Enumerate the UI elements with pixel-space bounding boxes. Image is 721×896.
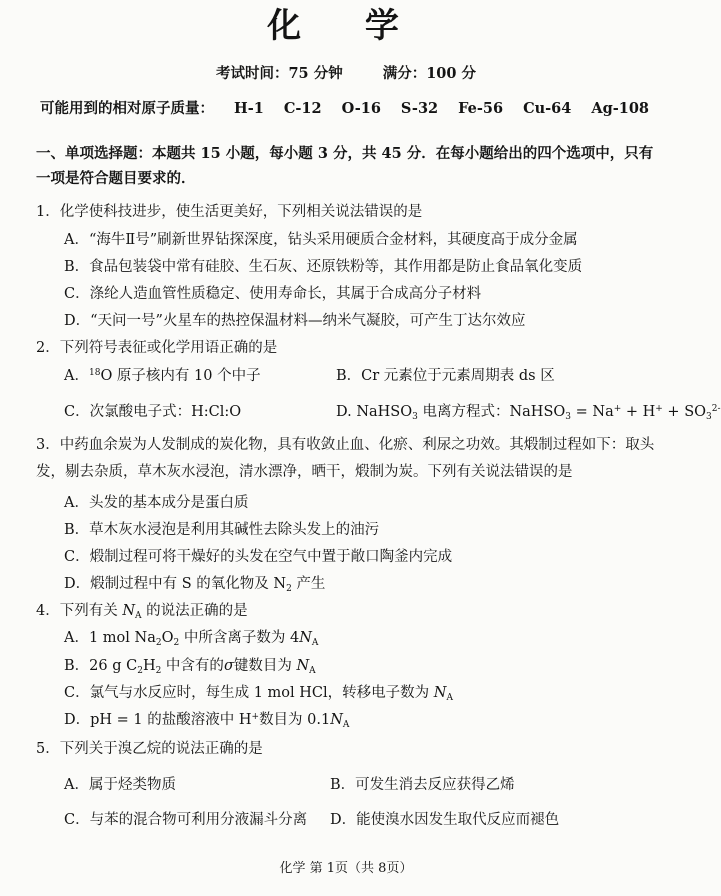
q3-option-c: C．煅制过程可将干燥好的头发在空气中置于敞口陶釜内完成 bbox=[64, 549, 453, 565]
mass-o: O-16 bbox=[341, 100, 381, 117]
q1-stem: 1．化学使科技进步，使生活更美好，下列相关说法错误的是 bbox=[36, 204, 423, 220]
q2-stem: 2．下列符号表征或化学用语正确的是 bbox=[36, 340, 278, 356]
q1-option-c: C．涤纶人造血管性质稳定、使用寿命长，其属于合成高分子材料 bbox=[64, 286, 482, 302]
exam-score: 满分：100 分 bbox=[382, 65, 477, 82]
atomic-masses bbox=[40, 97, 649, 118]
q3-stem: 3．中药血余炭为人发制成的炭化物，具有收敛止血、化瘀、利尿之功效。其煅制过程如下：取头发，剔去杂质，草木灰水浸泡，清水漂净，晒干，煅制为炭。下列有关说法错误的是 bbox=[36, 437, 655, 480]
section-heading: 一、单项选择题：本题共 15 小题，每小题 3 分，共 45 分．在每小题给出的四个选项中，只有一项是符合题目要求的． bbox=[36, 145, 654, 187]
exam-time: 考试时间：75 分钟 bbox=[215, 65, 343, 82]
q5-option-c: C．与苯的混合物可利用分液漏斗分离 bbox=[64, 812, 308, 828]
page-title: 化 学 bbox=[267, 6, 425, 46]
mass-h: H-1 bbox=[234, 100, 264, 117]
q5-option-b: B．可发生消去反应获得乙烯 bbox=[330, 777, 515, 793]
exam-info bbox=[0, 62, 692, 83]
mass-fe: Fe-56 bbox=[458, 100, 504, 117]
q5-stem: 5．下列关于溴乙烷的说法正确的是 bbox=[36, 741, 263, 757]
q2-option-d: D. NaHSO$_3$ 电离方程式：NaHSO$_3$ = $Na^+ + H^+ + SO_3^{2-}$ bbox=[336, 404, 721, 422]
q1-option-b: B．食品包装袋中常有硅胶、生石灰、还原铁粉等，其作用都是防止食品氧化变质 bbox=[64, 259, 583, 275]
q1-option-d: D．“天问一号”火星车的热控保温材料—纳米气凝胶，可产生丁达尔效应 bbox=[64, 313, 526, 329]
q1-option-a: A．“海牛Ⅱ号”刷新世界钻探深度，钻头采用硬质合金材料，其硬度高于成分金属 bbox=[64, 232, 578, 248]
mass-c: C-12 bbox=[283, 100, 322, 117]
q4-option-a: A．1 mol $Na_2O_2$ 中所含离子数为 $4N_A$ bbox=[64, 630, 319, 648]
q5-option-a: A．属于烃类物质 bbox=[64, 777, 176, 793]
q2-option-a: A．$^{18}$O 原子核内有 10 个中子 bbox=[64, 368, 261, 384]
hclo-electron-formula: H:Cl:O bbox=[191, 404, 242, 420]
q4-stem: 4．下列有关 $N_A$ 的说法正确的是 bbox=[36, 603, 248, 621]
q3-option-d: D．煅制过程中有 S 的氧化物及 $N_2$ 产生 bbox=[64, 576, 326, 594]
mass-cu: Cu-64 bbox=[523, 100, 572, 117]
mass-s: S-32 bbox=[400, 100, 439, 117]
q5-option-d: D．能使溴水因发生取代反应而褪色 bbox=[330, 812, 560, 828]
q4-option-b: B．26 g $C_2H_2$ 中含有的σ键数目为 $N_A$ bbox=[64, 658, 316, 676]
page-footer: 化学 第 1页（共 8页） bbox=[279, 861, 413, 876]
mass-ag: Ag-108 bbox=[591, 100, 650, 117]
q4-option-c: C．氯气与水反应时，每生成 1 mol HCl，转移电子数为 $N_A$ bbox=[64, 685, 453, 703]
q3-option-a: A．头发的基本成分是蛋白质 bbox=[64, 495, 249, 511]
atomic-masses-label: 可能用到的相对原子质量： bbox=[40, 100, 214, 117]
q2-option-b: B．Cr 元素位于元素周期表 ds 区 bbox=[336, 368, 555, 384]
q4-option-d: D．pH = 1 的盐酸溶液中 H+数目为 $0.1N_A$ bbox=[64, 712, 350, 730]
q3-option-b: B．草木灰水浸泡是利用其碱性去除头发上的油污 bbox=[64, 522, 380, 538]
q2-option-c: C．次氯酸电子式：H:Cl:O bbox=[64, 404, 242, 420]
